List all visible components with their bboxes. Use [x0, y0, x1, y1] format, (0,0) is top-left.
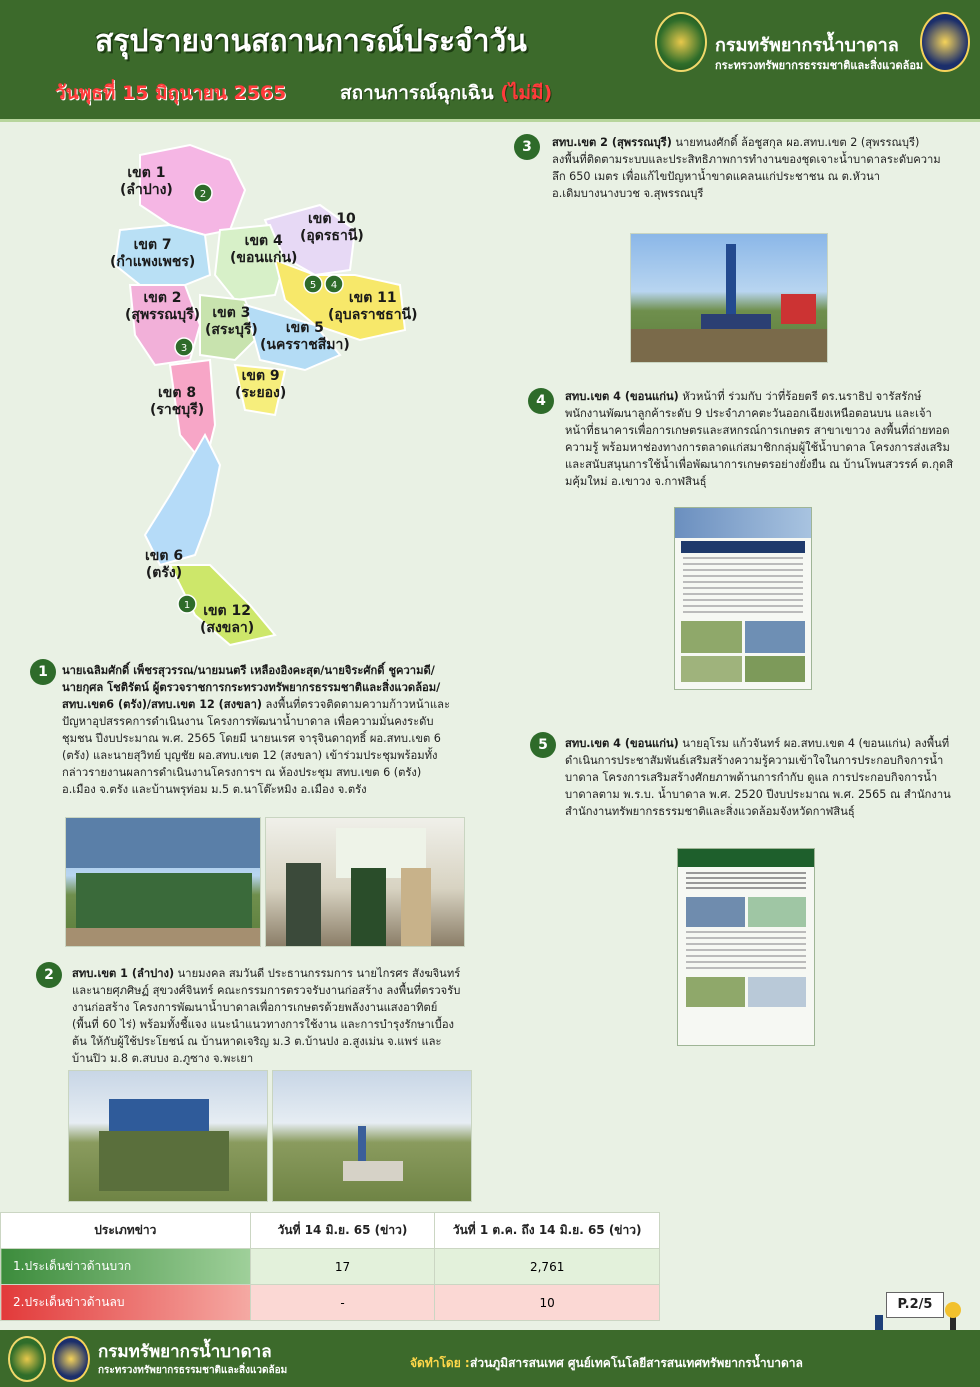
map-marker-3: 3 [180, 343, 188, 354]
item-4-text [565, 388, 955, 490]
item-1-lead: นายเฉลิมศักดิ์ เพ็ชรสุวรรณ/นายมนตรี เหลืองอิงคะสุต/นายจิระศักดิ์ ชูความดี/นายกุศล โชติรัตน์ ผู้ตรวจราชการกระทรวงทรัพยากรธรรมชาติและสิ่งแวดล้อม/สทบ.เขต6 (ตรัง)/สทบ.เขต 12 (สงขลา) [62, 664, 441, 711]
ministry-name: กระทรวงทรัพยากรธรรมชาติและสิ่งแวดล้อม [715, 59, 924, 72]
map-marker-5: 5 [309, 280, 317, 291]
table-cell-total: 10 [435, 1285, 660, 1321]
map-marker-1: 1 [183, 600, 191, 611]
footer-credit: ส่วนภูมิสารสนเทศ ศูนย์เทคโนโลยีสารสนเทศทรัพยากรน้ำบาดาล [470, 1356, 803, 1370]
item-5-news-document [677, 848, 815, 1046]
item-number-2: 2 [36, 962, 62, 988]
zone-label-8: เขต 8 (ราชบุรี) [150, 385, 205, 418]
item-number-5: 5 [530, 732, 556, 758]
item-4-lead: สทบ.เขต 4 (ขอนแก่น) [565, 390, 679, 403]
item-5-lead: สทบ.เขต 4 (ขอนแก่น) [565, 737, 679, 750]
item-1-photo-group [65, 817, 261, 947]
drilling-rig-icon [631, 234, 828, 363]
zone-label-10: เขต 10 (อุดรธานี) [300, 211, 364, 244]
department-seal-icon [8, 1336, 46, 1382]
item-2-body: นายมงคล สมวันดี ประธานกรรมการ นายไกรศร สังฆจินทร์ และนายศุภศิษฏ์ สุขวงศ์จินทร์ คณะกรรมการตรวจรับงานก่อสร้าง ลงพื้นที่ตรวจรับงานก่อสร้าง โครงการพัฒนาน้ำบาดาลเพื่อการเกษตรด้วยพลังงานแสงอาทิตย์ (พื้นที่ 60 ไร่) พร้อมทั้งชี้แจง แนะนำแนวทางการใช้งาน และการบำรุงรักษาเบื้องต้น ให้กับผู้ใช้ประโยชน์ ณ บ้านหาดเจริญ ม.3 ต.บ้านปง อ.สูงเม่น จ.แพร่ และบ้านปิว ม.8 ต.สบบง อ.ภูซาง จ.พะเยา [72, 967, 461, 1065]
table-cell-total: 2,761 [435, 1249, 660, 1285]
zone-label-3: เขต 3 (สระบุรี) [205, 305, 258, 338]
item-2-photo-solar [68, 1070, 268, 1202]
report-date: วันพุธที่ 15 มิถุนายน 2565 [55, 82, 287, 104]
header-banner [0, 0, 980, 122]
table-header-row [1, 1213, 660, 1249]
item-5-body: นายอุโรม แก้วจันทร์ ผอ.สทบ.เขต 4 (ขอนแก่น) ลงพื้นที่ดำเนินการประชาสัมพันธ์เสริมสร้างความรู้ความเข้าใจในการประกอบกิจการน้ำบาดาล โครงการเสริมสร้างศักยภาพด้านการกำกับ ดูแล การประกอบกิจการน้ำบาดาลตาม พ.ร.บ. น้ำบาดาล พ.ศ. 2520 ปีงบประมาณ พ.ศ. 2565 ณ สำนักงานสำนักงานทรัพยากรธรรมชาติและสิ่งแวดล้อมจังหวัดกาฬสินธุ์ [565, 737, 951, 818]
item-1-text [62, 662, 454, 798]
item-4-news-document [674, 507, 812, 690]
item-5-text [565, 735, 955, 820]
item-3-body: นายทนงศักดิ์ ล้อชูสกุล ผอ.สทบ.เขต 2 (สุพรรณบุรี) ลงพื้นที่ติดตามระบบและประสิทธิภาพการทำงานของชุดเจาะน้ำบาดาลระดับความลึก 650 เมตร เพื่อแก้ไขปัญหาน้ำขาดแคลนแก่ประชาชน ณ ต.หัวนา อ.เดิมบางนางบวช จ.สุพรรณบุรี [552, 136, 941, 200]
item-2-photo-field [272, 1070, 472, 1202]
item-4-body: หัวหน้าที่ ร่วมกับ ว่าที่ร้อยตรี ดร.นราธิป จารัสรักษ์ พนักงานพัฒนาลูกค้าระดับ 9 ประจำภาคตะวันออกเฉียงเหนือตอนบน และเจ้าหน้าที่ธนาคารเพื่อการเกษตรและสหกรณ์การเกษตร สาขาเขาวง ลงพื้นที่ถ่ายทอดความรู้ พร้อมหาช่องทางการตลาดแก่สมาชิกกลุ่มผู้ใช้น้ำบาดาล โครงการส่งเสริมและสนับสนุนการใช้น้ำเพื่อพัฒนาการเกษตรอย่างยั่งยืน ณ บ้านโพนสวรรค์ ต.กุดสิมคุ้มใหม่ อ.เขาวง จ.กาฬสินธุ์ [565, 390, 954, 488]
table-header: ประเภทข่าว [1, 1213, 251, 1249]
department-seal-icon [655, 12, 707, 72]
zone-label-12: เขต 12 (สงขลา) [200, 603, 255, 636]
table-cell-day: - [250, 1285, 435, 1321]
emergency-value: (ไม่มี) [500, 82, 553, 104]
report-title: สรุปรายงานสถานการณ์ประจำวัน [95, 24, 527, 59]
zone-label-2: เขต 2 (สุพรรณบุรี) [125, 290, 201, 323]
table-row-negative [1, 1285, 660, 1321]
footer-credit-label: จัดทำโดย : [410, 1356, 470, 1370]
map-marker-2: 2 [199, 189, 207, 200]
emergency-label: สถานการณ์ฉุกเฉิน [340, 82, 494, 104]
item-1-body: ลงพื้นที่ตรวจติดตามความก้าวหน้าและปัญหาอุปสรรคการดำเนินงาน โครงการพัฒนาน้ำบาดาล เพื่อความมั่นคงระดับชุมชน ปีงบประมาณ พ.ศ. 2565 โดยมี นายนเรศ จารุจินดาฤทธิ์ ผอ.สทบ.เขต 6 (ตรัง) และนายสุวิทย์ บุญชัย ผอ.สทบ.เขต 12 (สงขลา) เข้าร่วมประชุมพร้อมทั้งกล่าวรายงานผลการดำเนินงานโครงการฯ ณ ห้องประชุม สทบ.เขต 6 (ตรัง) อ.เมือง จ.ตรัง และบ้านพรุท่อม ม.5 ต.นาโต๊ะหมิง อ.เมือง จ.ตรัง [62, 698, 450, 796]
meeting-people-icon [266, 818, 465, 947]
table-cell-day: 17 [250, 1249, 435, 1285]
table-row-positive [1, 1249, 660, 1285]
footer-department: กรมทรัพยากรน้ำบาดาล [98, 1342, 272, 1362]
zone-label-4: เขต 4 (ขอนแก่น) [230, 233, 298, 266]
table-cell-label: 2.ประเด็นข่าวด้านลบ [1, 1285, 251, 1321]
emergency-status [340, 78, 552, 108]
zone-label-9: เขต 9 (ระยอง) [235, 368, 287, 401]
zone-label-1: เขต 1 (ลำปาง) [120, 165, 173, 198]
group-people-icon [66, 818, 261, 947]
item-number-3: 3 [514, 134, 540, 160]
item-1-photo-meeting [265, 817, 465, 947]
map-marker-4: 4 [330, 280, 338, 291]
footer-bar [0, 1330, 980, 1387]
item-3-lead: สทบ.เขต 2 (สุพรรณบุรี) [552, 136, 672, 149]
solar-panel-icon [69, 1071, 268, 1202]
zone-label-11: เขต 11 (อุบลราชธานี) [328, 290, 418, 323]
water-pipe-icon [273, 1071, 472, 1202]
item-number-4: 4 [528, 388, 554, 414]
table-cell-label: 1.ประเด็นข่าวด้านบวก [1, 1249, 251, 1285]
zone-label-6: เขต 6 (ตรัง) [145, 548, 184, 581]
department-name: กรมทรัพยากรน้ำบาดาล [715, 35, 899, 56]
item-number-1: 1 [30, 659, 56, 685]
zone-label-7: เขต 7 (กำแพงเพชร) [110, 237, 196, 270]
table-header: วันที่ 14 มิ.ย. 65 (ข่าว) [250, 1213, 435, 1249]
table-header: วันที่ 1 ต.ค. ถึง 14 มิ.ย. 65 (ข่าว) [435, 1213, 660, 1249]
page-number: P.2/5 [886, 1292, 944, 1318]
zone-label-5: เขต 5 (นครราชสีมา) [260, 320, 350, 353]
footer-ministry: กระทรวงทรัพยากรธรรมชาติและสิ่งแวดล้อม [98, 1365, 288, 1376]
item-2-lead: สทบ.เขต 1 (ลำปาง) [72, 967, 175, 980]
ministry-seal-icon [920, 12, 970, 72]
item-3-text [552, 134, 942, 202]
ministry-seal-icon [52, 1336, 90, 1382]
news-stats-table [0, 1212, 660, 1321]
item-3-photo-drilling-rig [630, 233, 828, 363]
item-2-text [72, 965, 462, 1067]
thailand-zone-map [100, 135, 420, 655]
